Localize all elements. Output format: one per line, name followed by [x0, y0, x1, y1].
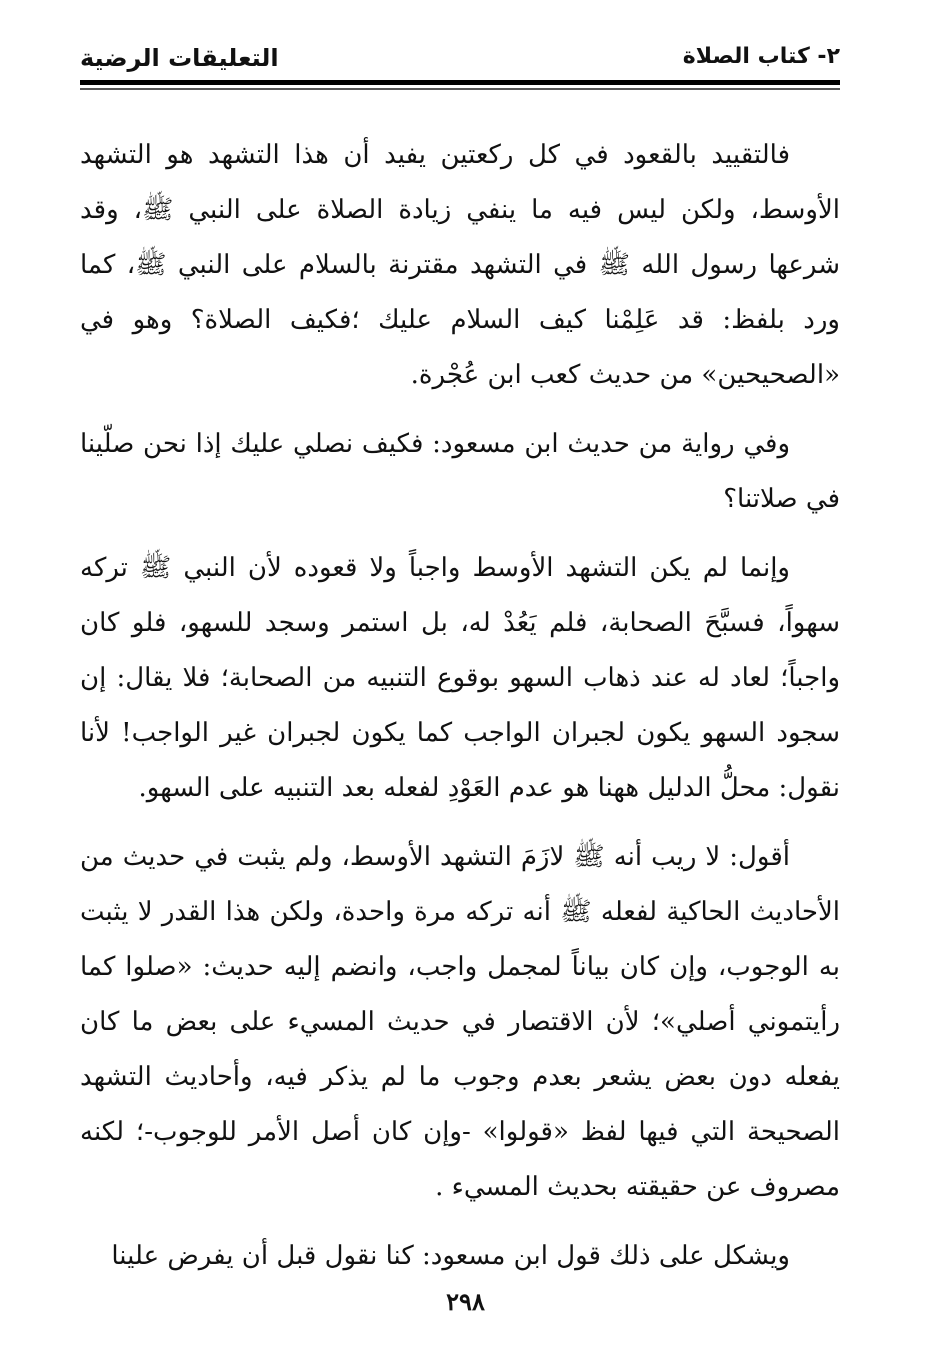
paragraph-4: أقول: لا ريب أنه ﷺ لازَمَ التشهد الأوسط، ولم يثبت في حديث من الأحاديث الحاكية لفعله ﷺ أنه تركه مرة واحدة، ولكن هذا القدر لا يثبت به الوجوب، وإن كان بياناً لمجمل واجب، وانضم إليه حديث: «صلوا كما رأيتموني أصلي»؛ لأن الاقتصار في حديث المسيء على بعض ما كان يفعله دون بعض يشعر بعدم وجوب ما لم يذكر فيه، وأحاديث التشهد الصحيحة التي فيها لفظ «قولوا» -وإن كان أصل الأمر للوجوب-؛ لكنه مصروف عن حقيقته بحديث المسيء .	[80, 842, 840, 1202]
paragraph-1: فالتقييد بالقعود في كل ركعتين يفيد أن هذا التشهد هو التشهد الأوسط، ولكن ليس فيه ما ينفي زيادة الصلاة على النبي ﷺ، وقد شرعها رسول الله ﷺ في التشهد مقترنة بالسلام على النبي ﷺ، كما ورد بلفظ: قد عَلِمْنا كيف السلام عليك ؛فكيف الصلاة؟ وهو في «الصحيحين» من حديث كعب ابن عُجْرة.	[80, 140, 840, 390]
header-rule-thin	[80, 88, 840, 90]
header-rule-thick	[80, 80, 840, 85]
paragraph-3: وإنما لم يكن التشهد الأوسط واجباً ولا قعوده لأن النبي ﷺ تركه سهواً، فسبَّحَ الصحابة، فلم يَعُدْ له، بل استمر وسجد للسهو، فلو كان واجباً؛ لعاد له عند ذهاب السهو بوقوع التنبيه من الصحابة؛ فلا يقال: إن سجود السهو يكون لجبران الواجب كما يكون لجبران غير الواجب! لأنا نقول: محلُّ الدليل ههنا هو عدم العَوْدِ لفعله بعد التنبيه على السهو.	[80, 553, 840, 803]
paragraph-5: ويشكل على ذلك قول ابن مسعود: كنا نقول قبل أن يفرض علينا	[111, 1241, 790, 1271]
chapter-title: ٢- كتاب الصلاة	[682, 44, 840, 69]
page-body	[80, 128, 840, 1298]
paragraph-2: وفي رواية من حديث ابن مسعود: فكيف نصلي عليك إذا نحن صلّينا في صلاتنا؟	[80, 429, 840, 514]
running-header	[80, 38, 840, 74]
book-title: التعليقات الرضية	[80, 44, 279, 72]
page-number: ٢٩٨	[446, 1287, 485, 1316]
